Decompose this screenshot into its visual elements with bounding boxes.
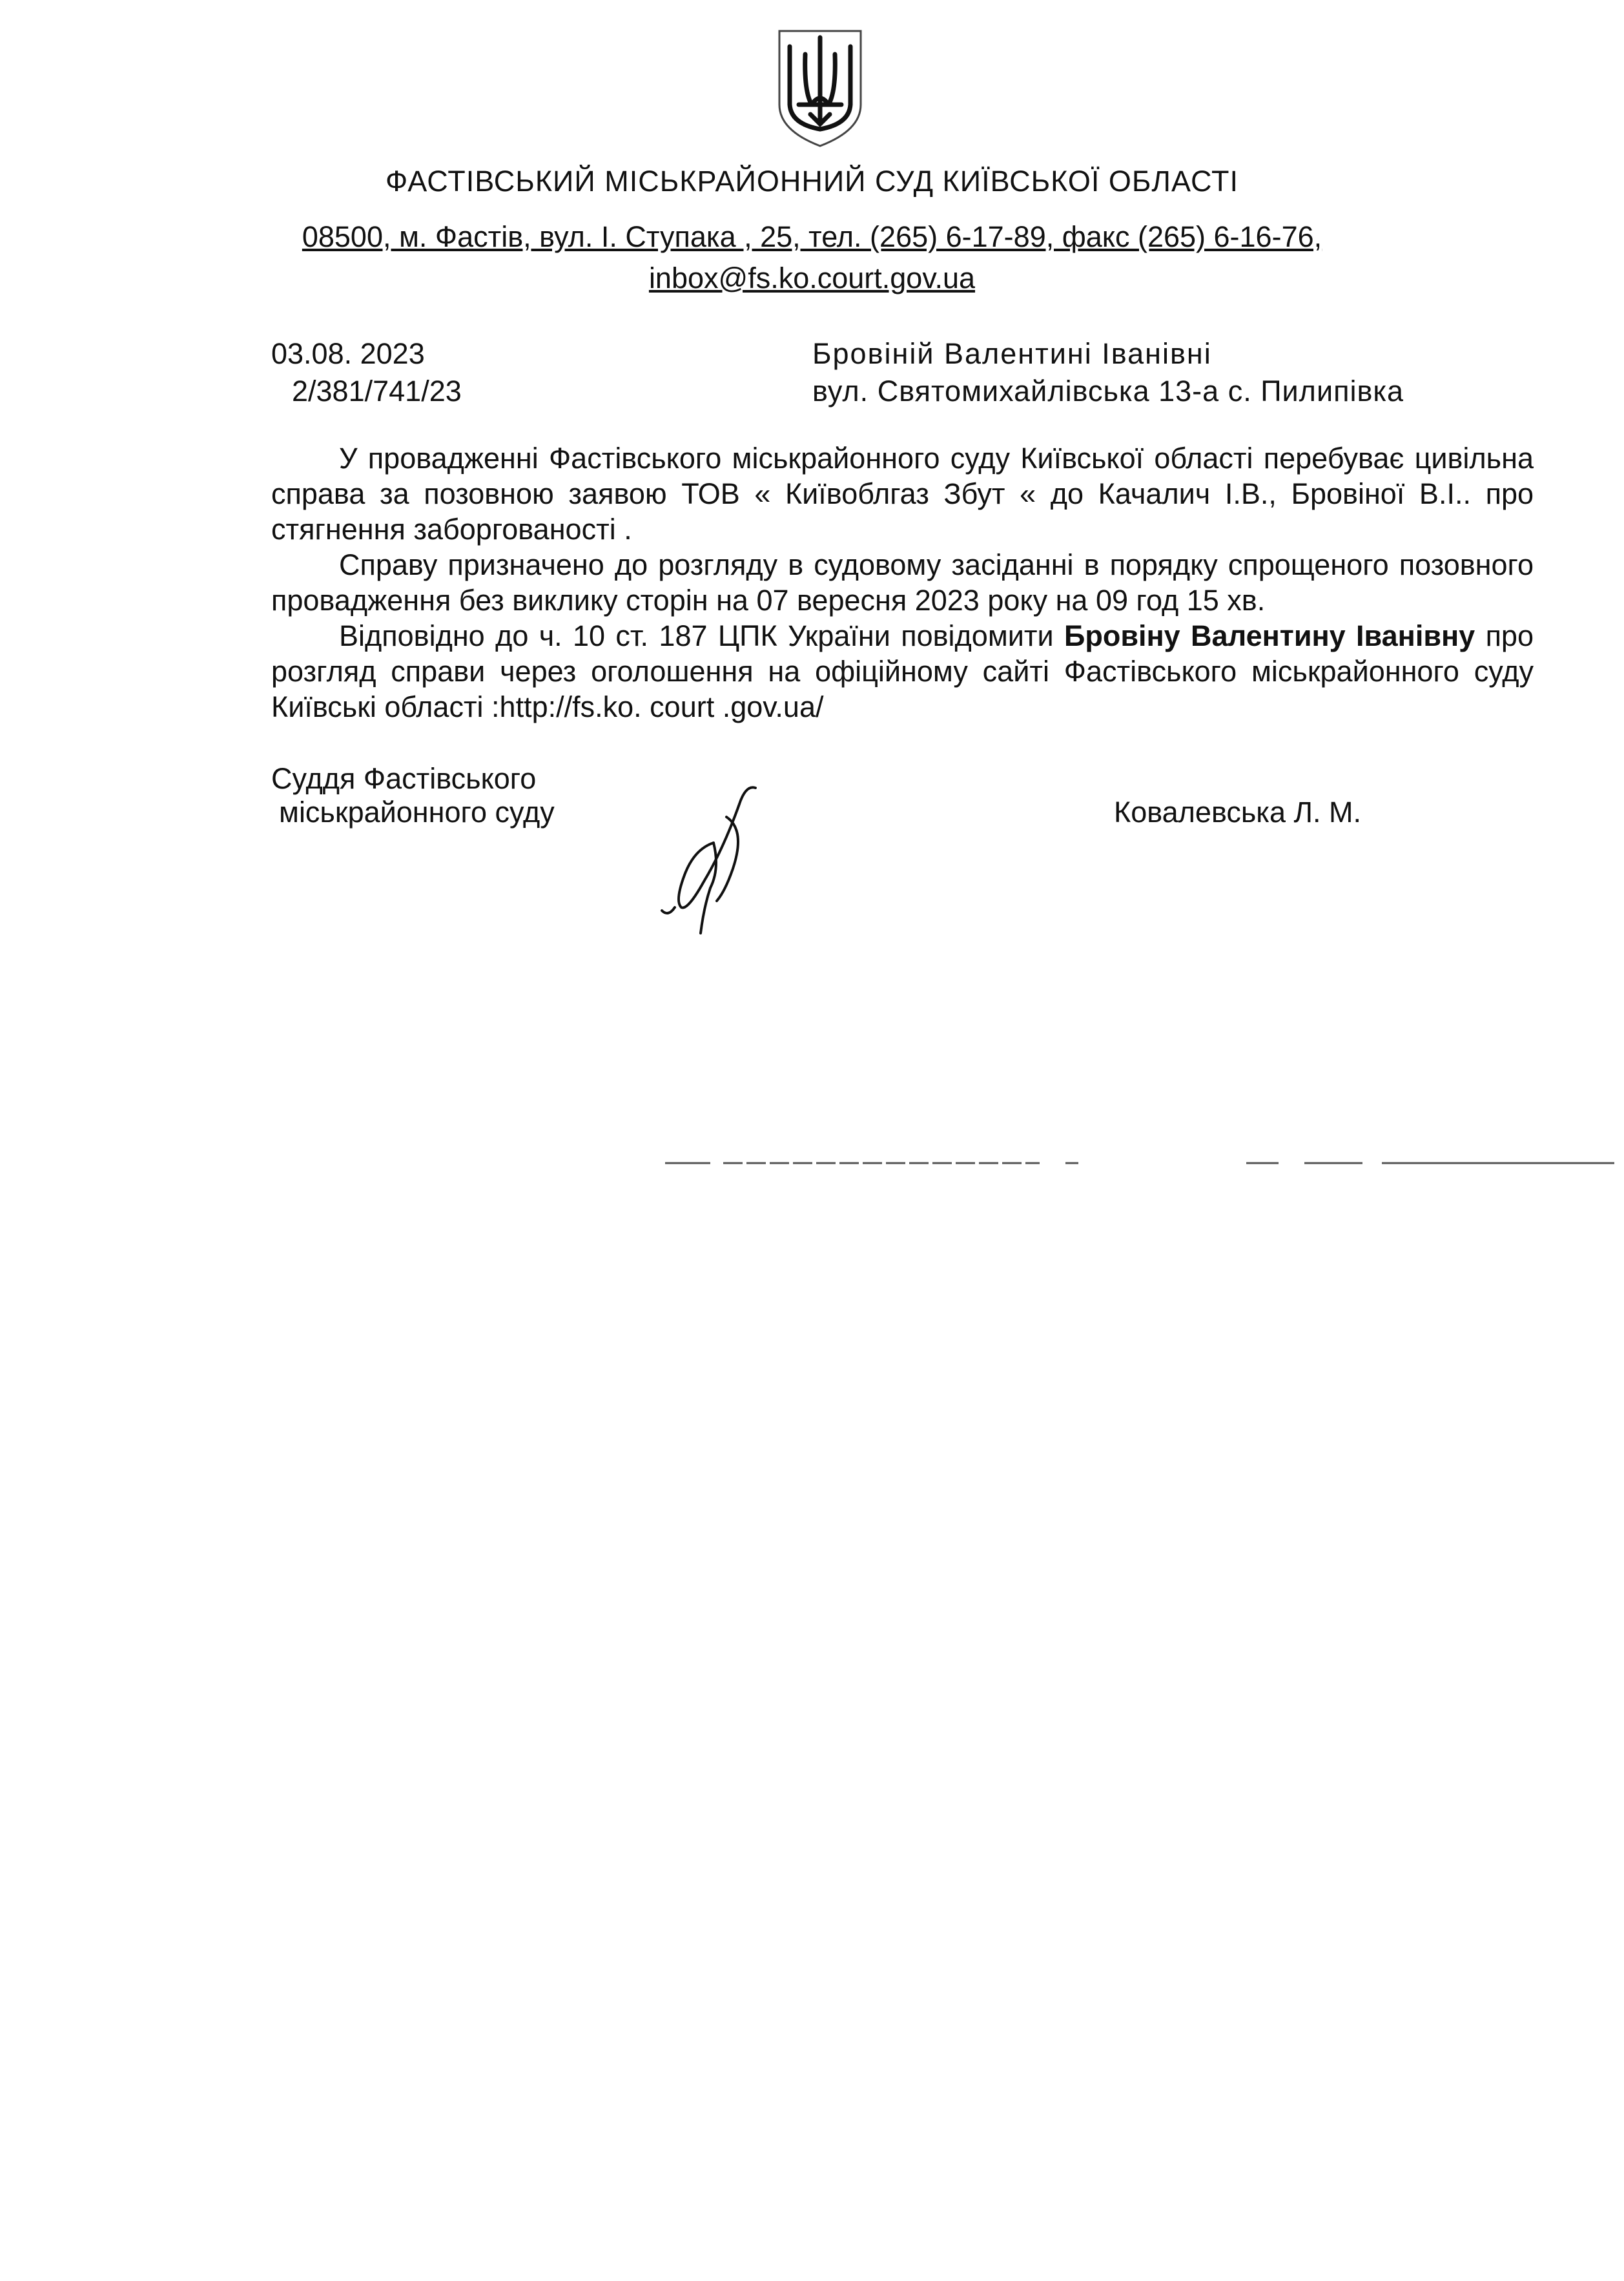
- recipient-name: Бровіній Валентині Іванівні: [812, 337, 1212, 370]
- trident-emblem-icon: [772, 27, 869, 150]
- judge-title-line2: міськрайонного суду: [279, 796, 555, 829]
- court-name: ФАСТІВСЬКИЙ МІСЬКРАЙОННИЙ СУД КИЇВСЬКОЇ ОБЛАСТІ: [385, 165, 1239, 198]
- court-address: [0, 216, 1624, 299]
- address-line: 08500, м. Фастів, вул. І. Ступака , 25, тел. (265) 6-17-89, факс (265) 6-16-76,: [302, 220, 1322, 253]
- letter-body: [271, 440, 1534, 725]
- signature-icon: [649, 778, 778, 936]
- letter-date: 03.08. 2023: [271, 337, 425, 370]
- notified-person: Бровіну Валентину Іванівну: [1064, 619, 1475, 652]
- judge-name: Ковалевська Л. М.: [1114, 796, 1362, 829]
- scan-artifact-line: [665, 1160, 1614, 1166]
- body-paragraph-3: [271, 618, 1534, 725]
- p3-start: Відповідно до ч. 10 ст. 187 ЦПК України повідомити: [339, 619, 1064, 652]
- p3-end: про розгляд справи через оголошення на офіційному сайті Фастівського міськрайонного суду Київські області :http://fs.ko. court .gov.ua/: [271, 619, 1534, 723]
- body-paragraph-2: Справу призначено до розгляду в судовому засіданні в порядку спрощеного позовного провадження без виклику сторін на 07 вересня 2023 року на 09 год 15 хв.: [271, 548, 1534, 617]
- judge-title-line1: Суддя Фастівського: [271, 762, 537, 795]
- recipient-address: вул. Святомихайлівська 13-а с. Пилипівка: [812, 375, 1404, 408]
- court-email-link[interactable]: inbox@fs.ko.court.gov.ua: [648, 262, 976, 294]
- outgoing-number: 2/381/741/23: [292, 375, 462, 408]
- body-paragraph-1: У провадженні Фастівського міськрайонного суду Київської області перебуває цивільна справа за позовною заявою ТОВ « Київоблгаз Збут « до Качалич І.В., Бровіної В.І.. про стягнення заборгованості .: [271, 442, 1534, 546]
